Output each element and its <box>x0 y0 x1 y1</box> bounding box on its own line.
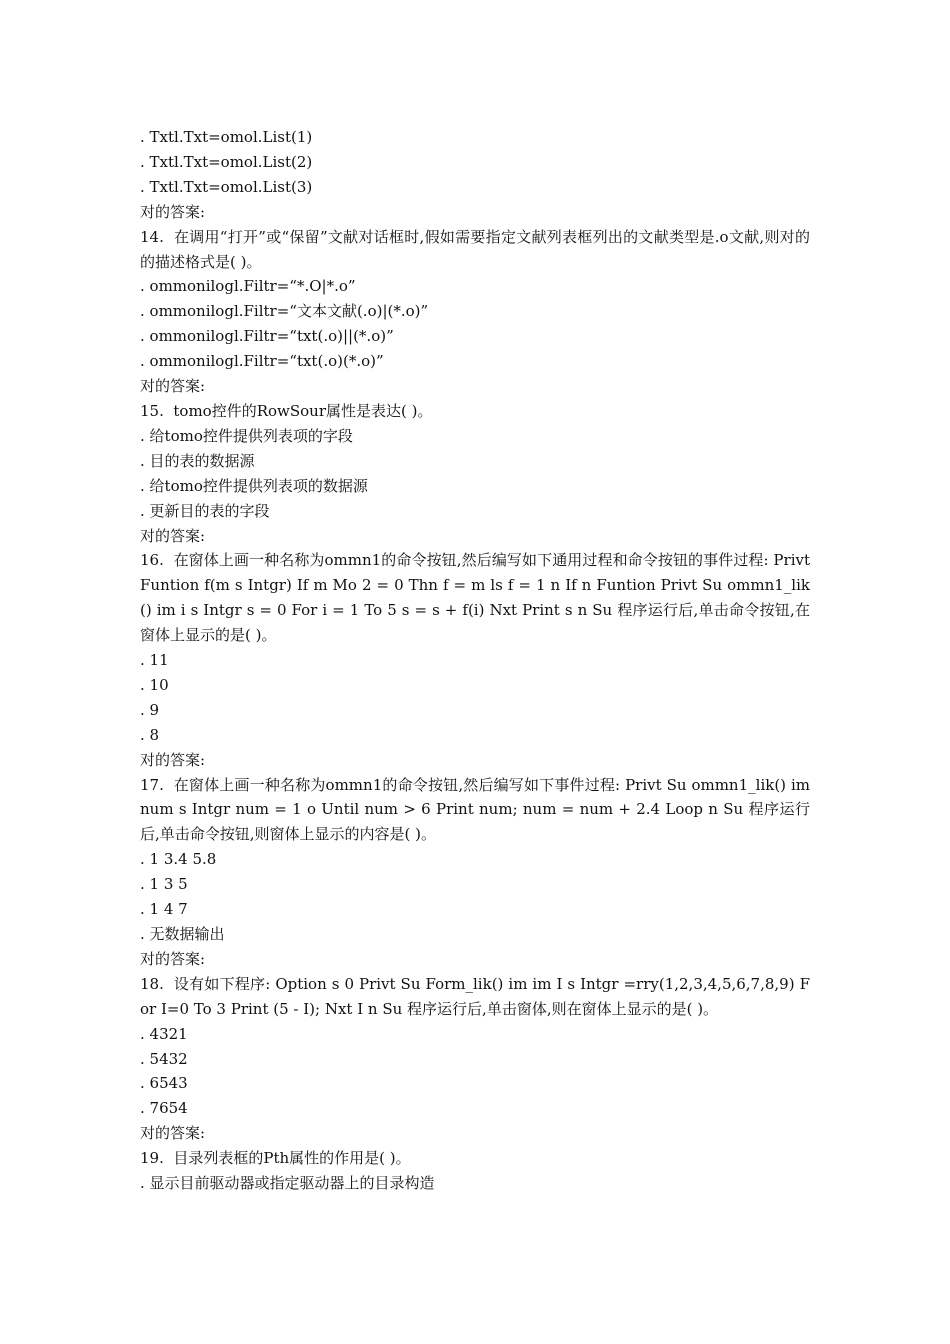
correct-answer-label: 对的答案: <box>140 1124 206 1143</box>
answer-option: . 给tomo控件提供列表项的数据源 <box>140 474 810 499</box>
document-body <box>140 125 815 1196</box>
question-text: 19. 目录列表框的Pth属性的作用是( )。 <box>140 1149 411 1168</box>
answer-option: . ommonilogl.Filtr=“文本文献(.o)|(*.o)” <box>140 299 810 324</box>
answer-option: . 11 <box>140 648 810 673</box>
answer-option: . 7654 <box>140 1096 810 1121</box>
answer-option: . 8 <box>140 723 810 748</box>
answer-option: . Txtl.Txt=omol.List(1) <box>140 125 810 150</box>
answer-option: . 目的表的数据源 <box>140 449 810 474</box>
correct-answer-label: 对的答案: <box>140 750 206 769</box>
answer-option: . 给tomo控件提供列表项的字段 <box>140 424 810 449</box>
question-text: 18. 设有如下程序: Option s 0 Privt Su Form_lik() im im I s Intgr =rry(1,2,3,4,5,6,7,8,9) For I=0 To 3 Print (5 - I); Nxt I n Su 程序运行后,单击窗体,则在窗体上显示的是( )。 <box>140 974 810 1018</box>
question-text: 17. 在窗体上画一种名称为ommn1的命令按钮,然后编写如下事件过程: Privt Su ommn1_lik() im num s Intgr num = 1 o Until num > 6 Print num; num = num + 2.4 Loop n Su 程序运行后,单击命令按钮,则窗体上显示的内容是( )。 <box>140 775 815 844</box>
answer-option: . 10 <box>140 673 810 698</box>
correct-answer-label: 对的答案: <box>140 377 206 396</box>
answer-option: . 1 4 7 <box>140 897 810 922</box>
answer-option: . 1 3.4 5.8 <box>140 847 810 872</box>
question-text: 16. 在窗体上画一种名称为ommn1的命令按钮,然后编写如下通用过程和命令按钮的事件过程: Privt Funtion f(m s Intgr) If m Mo 2 = 0 Thn f = m ls f = 1 n If n Funtion Privt Su ommn1_lik() im i s Intgr s = 0 For i = 1 To 5 s = s + f(i) Nxt Print s n Su 程序运行后,单击命令按钮,在窗体上显示的是( )。 <box>140 551 815 645</box>
answer-option: . 显示目前驱动器或指定驱动器上的目录构造 <box>140 1171 810 1196</box>
answer-option: . 9 <box>140 698 810 723</box>
answer-option: . ommonilogl.Filtr=“txt(.o)||(*.o)” <box>140 324 810 349</box>
answer-option: . Txtl.Txt=omol.List(3) <box>140 175 810 200</box>
answer-option: . ommonilogl.Filtr=“*.O|*.o” <box>140 274 810 299</box>
answer-option: . 更新目的表的字段 <box>140 499 810 524</box>
correct-answer-label: 对的答案: <box>140 526 206 545</box>
answer-option: . ommonilogl.Filtr=“txt(.o)(*.o)” <box>140 349 810 374</box>
answer-option: . 5432 <box>140 1047 810 1072</box>
answer-option: . 6543 <box>140 1071 810 1096</box>
correct-answer-label: 对的答案: <box>140 202 206 221</box>
answer-option: . 1 3 5 <box>140 872 810 897</box>
answer-option: . Txtl.Txt=omol.List(2) <box>140 150 810 175</box>
question-text: 15. tomo控件的RowSour属性是表达( )。 <box>140 401 433 420</box>
answer-option: . 4321 <box>140 1022 810 1047</box>
answer-option: . 无数据输出 <box>140 922 810 947</box>
correct-answer-label: 对的答案: <box>140 949 206 968</box>
question-text: 14. 在调用“打开”或“保留”文献对话框时,假如需要指定文献列表框列出的文献类型是.o文献,则对的的描述格式是( )。 <box>140 227 810 271</box>
